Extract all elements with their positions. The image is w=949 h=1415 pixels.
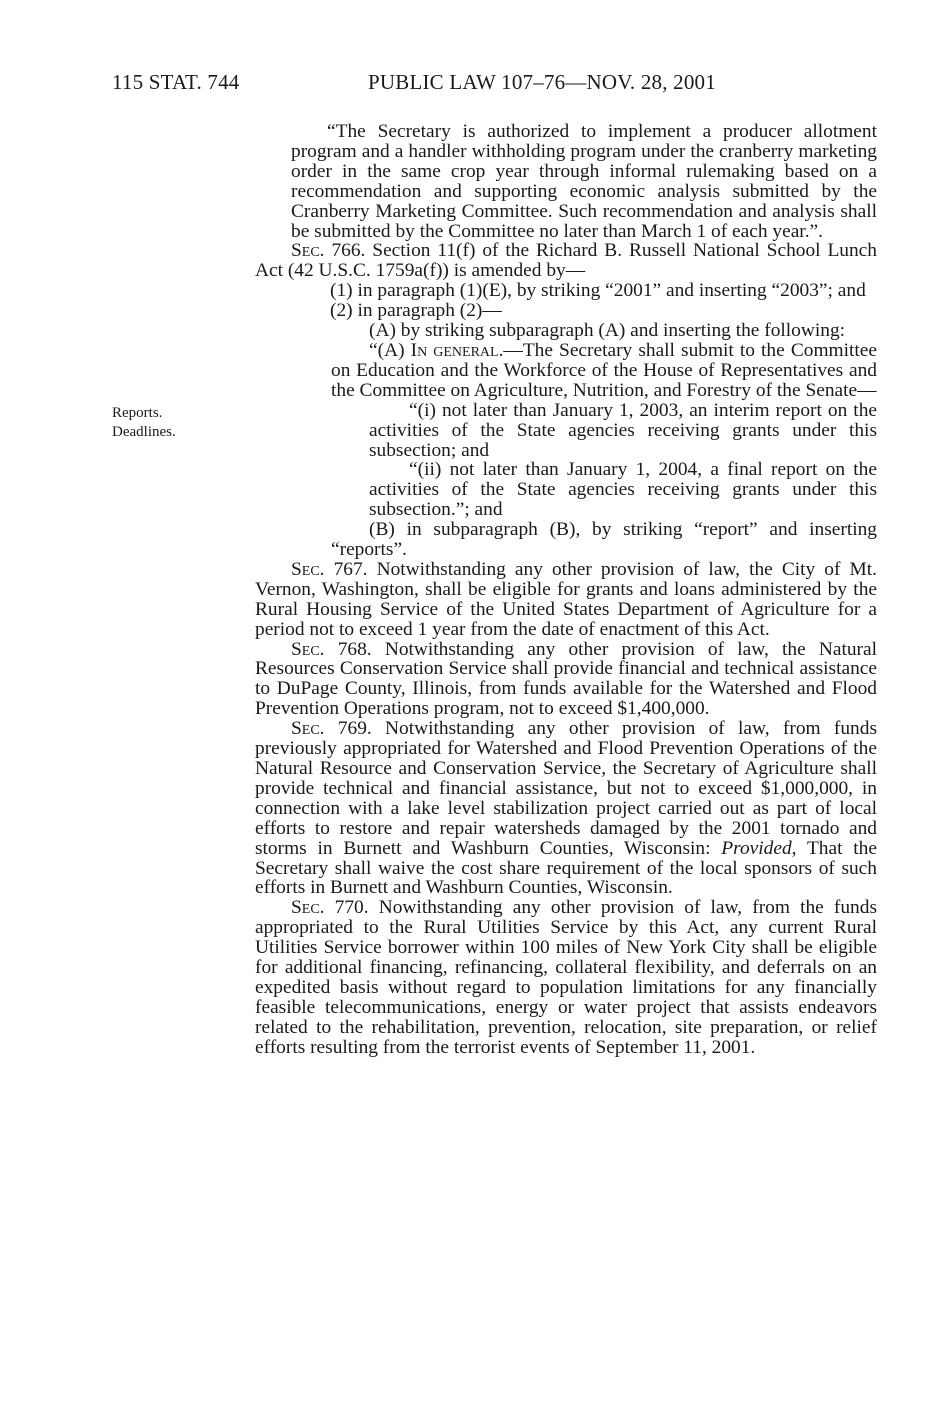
section-label: Sec. [291,897,325,919]
margin-notes [112,404,222,442]
statute-page-number: 115 STAT. 744 [112,70,240,94]
inserted-a-open: “(A) [369,339,411,361]
inserted-a-heading: In general [410,339,499,361]
section-767-text: 767. Notwithstanding any other provision of law, the City of Mt. Vernon, Washington, shall be eligible for grants and loans administered by the Rural Housing Service of the United States Department of Agriculture for a period not to exceed 1 year from the date of enactment of this Act. [255,558,877,640]
section-768-text: 768. Notwithstanding any other provision of law, the Natural Resources Conservation Service shall provide financial and technical assistance to DuPage County, Illinois, from funds available for the Watershed and Flood Prevention Operations program, not to exceed $1,400,000. [255,638,877,720]
provided-term: Provided [721,837,792,859]
margin-note-deadlines: Deadlines. [112,424,176,440]
section-770 [255,898,877,1057]
section-label: Sec. [291,718,325,740]
clause-ii: “(ii) not later than January 1, 2004, a final report on the activities of the State agencies receiving grants under this subsection.”; and [369,459,877,521]
inserted-a-text: .—The Secretary shall submit to the Committee on Education and the Workforce of the House of Representatives and the Committee on Agriculture, Nutrition, and Forestry of the Senate— [331,339,877,401]
paragraph-item-2: (2) in paragraph (2)— [330,300,502,322]
section-label: Sec. [291,558,325,580]
section-769-text-b: , That the Secretary shall waive the cost share requirement of the local sponsors of such efforts in Burnett and Washburn Counties, Wisconsin. [255,837,877,899]
paragraph-item-1: (1) in paragraph (1)(E), by striking “2001” and inserting “2003”; and [330,280,866,302]
inserted-subparagraph-a [255,341,877,401]
section-768 [255,640,877,720]
section-767 [255,560,877,640]
subparagraph-item-a: (A) by striking subparagraph (A) and inserting the following: [369,320,846,342]
section-769 [255,719,877,898]
document-body [255,122,877,1058]
page-header [112,70,877,100]
clause-i: “(i) not later than January 1, 2003, an interim report on the activities of the State agencies receiving grants under this subsection; and [369,399,877,461]
section-label: Sec. [291,638,325,660]
subparagraph-item-b: (B) in subparagraph (B), by striking “report” and inserting “reports”. [331,519,877,561]
cranberry-quote-paragraph: “The Secretary is authorized to implement a producer allotment program and a handler withholding program under the cranberry marketing order in the same crop year through informal rulemaking based on a recommendation and supporting economic analysis submitted by the Cranberry Marketing Committee. Such recommendation and analysis shall be submitted by the Committee no later than March 1 of each year.”. [291,121,877,242]
law-title: PUBLIC LAW 107–76—NOV. 28, 2001 [368,70,716,94]
section-769-text-a: 769. Notwithstanding any other provision of law, from funds previously appropriated for Watershed and Flood Prevention Operations of the Natural Resource and Conservation Service, the Secretary of Agriculture shall provide technical and financial assistance, but not to exceed $1,000,000, in connection with a lake level stabilization project carried out as part of local efforts to restore and repair watersheds damaged by the 2001 tornado and storms in Burnett and Washburn Counties, Wisconsin: [255,718,877,859]
section-766-text: 766. Section 11(f) of the Richard B. Russell National School Lunch Act (42 U.S.C. 1759a(f)) is amended by— [255,240,877,282]
section-label: Sec. [291,240,325,262]
section-770-text: 770. Nowithstanding any other provision of law, from the funds appropriated to the Rural Utilities Service by this Act, any current Rural Utilities Service borrower within 100 miles of New York City shall be eligible for additional financing, refinancing, collateral flexibility, and deferrals on an expedited basis without regard to population limitations for any financially feasible telecommunications, energy or water project that assists endeavors related to the rehabilitation, prevention, relocation, site preparation, or relief efforts resulting from the terrorist events of September 11, 2001. [255,897,877,1058]
section-766 [255,241,877,281]
margin-note-reports: Reports. [112,405,163,421]
